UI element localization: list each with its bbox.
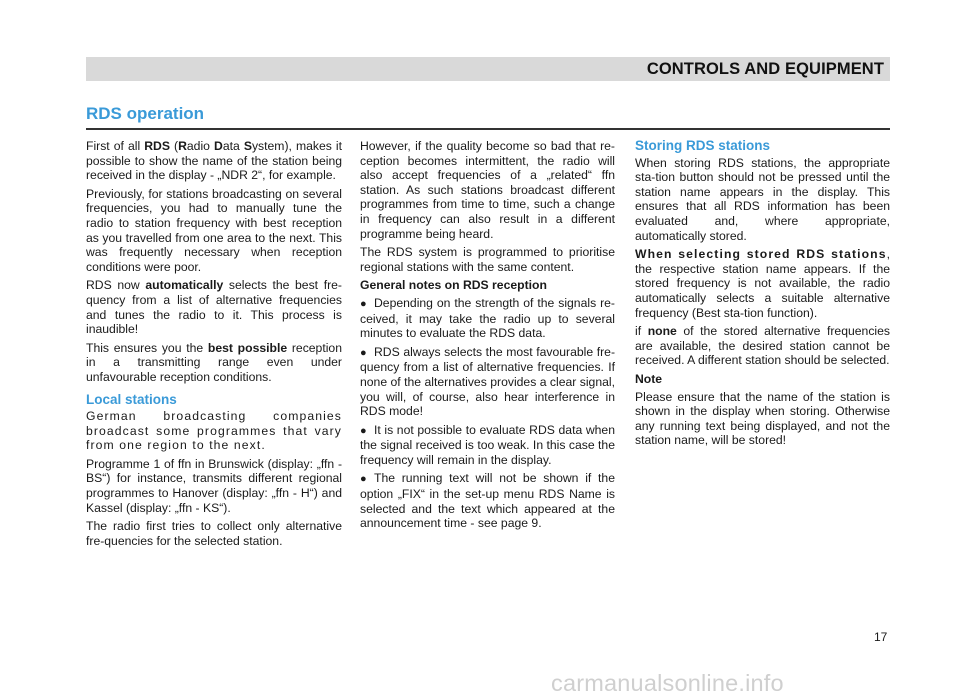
prioritise-paragraph: The RDS system is programmed to prioritise regional stations with the same content.	[360, 245, 615, 274]
page-title: RDS operation	[86, 104, 205, 123]
list-item: ● The running text will not be shown if the option „FIX“ in the set-up menu RDS Name is selected and the text which appeared at the announcement time - see page 9.	[360, 471, 615, 531]
storing-stations-heading: Storing RDS stations	[635, 138, 771, 153]
column-right	[635, 139, 890, 452]
automatic-paragraph: RDS now automatically selects the best fre-quency from a list of alternative frequencies and tunes the radio to it. This process is inaudible!	[86, 278, 342, 337]
column-left	[86, 139, 342, 552]
intro-paragraph: First of all RDS (Radio Data System), makes it possible to show the name of the station being received in the display - „NDR 2“, for example.	[86, 139, 342, 183]
quality-paragraph: However, if the quality become so bad that re-ception becomes intermittent, the radio will also accept frequencies of a „related“ ffn station. As such stations broadcast different programmes from time to time, such a change in frequency can also result in a different programme being heard.	[360, 139, 615, 241]
watermark-text: carmanualsonline.info	[551, 670, 784, 696]
list-item: ● Depending on the strength of the signals re-ceived, it may take the radio up to several minutes to evaluate the RDS data.	[360, 295, 615, 341]
local-stations-heading: Local stations	[86, 391, 177, 407]
list-item: ● RDS always selects the most favourable fre-quency from a list of alternative frequencies. If none of the alternatives provides a clear signal, you will, of course, also hear interference in RDS mode!	[360, 344, 615, 419]
local-paragraph-1: German broadcasting companies broadcast some programmes that vary from one region to the next.	[86, 409, 342, 453]
best-reception-paragraph: This ensures you the best possible reception in a transmitting range even under unfavourable reception conditions.	[86, 340, 342, 384]
selecting-paragraph: When selecting stored RDS stations, the respective station name appears. If the stored frequency is not available, the radio automatically selects a suitable alternative frequency (Best sta-tion function).	[635, 247, 890, 320]
bullet-icon: ●	[360, 473, 367, 486]
note-label: Note	[635, 371, 663, 386]
section-title: CONTROLS AND EQUIPMENT	[646, 60, 884, 78]
bullet-icon: ●	[360, 424, 367, 437]
previously-paragraph: Previously, for stations broadcasting on several frequencies, you had to manually tune the radio to station frequency with best reception as you travelled from one area to the next. This was frequently necessary when reception conditions were poor.	[86, 186, 342, 274]
column-middle	[360, 139, 615, 535]
general-notes-heading: General notes on RDS reception	[360, 278, 547, 293]
list-item: ● It is not possible to evaluate RDS data when the signal received is too weak. In this case the frequency will remain in the display.	[360, 422, 615, 467]
local-paragraph-2: Programme 1 of ffn in Brunswick (display: „ffn - BS“) for instance, transmits different regional programmes to Hanover (display: „ffn - H“) and Kassel (display: „ffn - KS“).	[86, 456, 342, 515]
title-divider	[86, 128, 890, 130]
none-available-paragraph: if none of the stored alternative frequencies are available, the desired station cannot be received. A different station should be selected.	[635, 324, 890, 368]
bullet-icon: ●	[360, 297, 367, 310]
page-number: 17	[874, 630, 888, 644]
local-paragraph-3: The radio first tries to collect only alternative fre-quencies for the selected station.	[86, 519, 342, 548]
section-header-bar	[86, 57, 890, 81]
bullet-icon: ●	[360, 346, 367, 359]
storing-paragraph: When storing RDS stations, the appropriate sta-tion button should not be pressed until the station name appears in the display. This ensures that all RDS information has been evaluated and, where appropriate, automatically stored.	[635, 155, 890, 243]
note-paragraph: Please ensure that the name of the station is shown in the display when storing. Otherwise any running text being displayed, and not the station name, will be stored!	[635, 389, 890, 448]
